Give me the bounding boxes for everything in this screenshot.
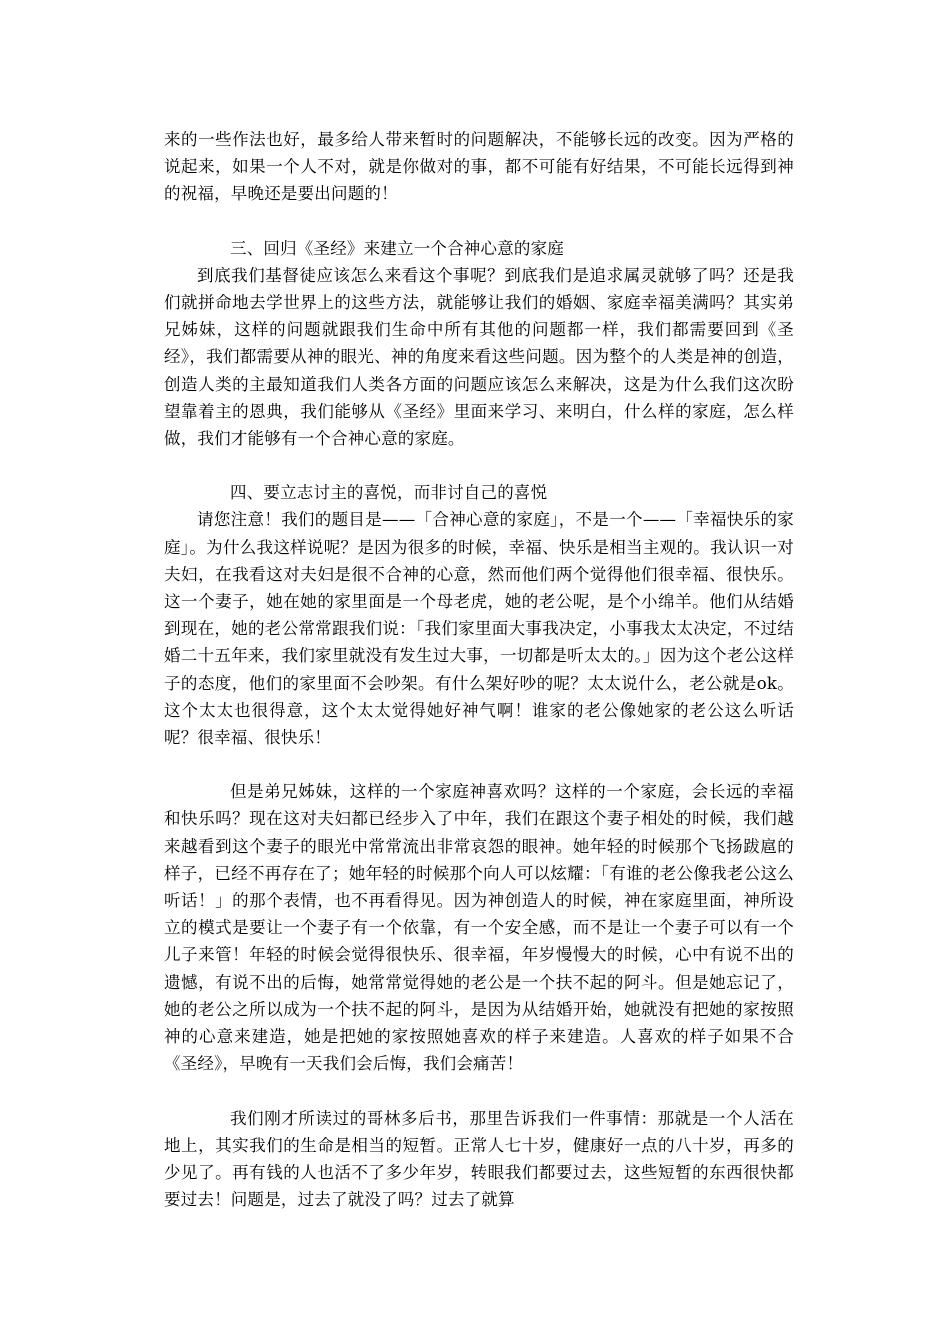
paragraph-gap: [164, 1078, 794, 1105]
paragraph-gap: [164, 452, 794, 479]
paragraph-section-3: 到底我们基督徒应该怎么来看这个事呢？到底我们是追求属灵就够了吗？还是我们就拼命地去学世界上的这些方法，就能够让我们的婚姻、家庭幸福美满吗？其实弟兄姊妹，这样的问题就跟我们生命中所有其他的问题都一样，我们都需要回到《圣经》，我们都需要从神的眼光、神的角度来看这些问题。因为整个的人类是神的创造，创造人类的主最知道我们人类各方面的问题应该怎么来解决，这是为什么我们这次盼望靠着主的恩典，我们能够从《圣经》里面来学习、来明白，什么样的家庭，怎么样做，我们才能够有一个合神心意的家庭。: [164, 265, 794, 449]
paragraph-section-4-c: 我们刚才所读过的哥林多后书，那里告诉我们一件事情：那就是一个人活在地上，其实我们的生命是相当的短暂。正常人七十岁，健康好一点的八十岁，再多的少见了。再有钱的人也活不了多少年岁，转眼我们都要过去，这些短暂的东西很快都要过去！问题是，过去了就没了吗？过去了就算: [164, 1108, 794, 1210]
paragraph-gap: [164, 208, 794, 235]
paragraph-continuation: 来的一些作法也好，最多给人带来暂时的问题解决，不能够长远的改变。因为严格的说起来，如果一个人不对，就是你做对的事，都不可能有好结果，不可能长远得到神的祝福，早晚还是要出问题的！: [164, 130, 794, 204]
document-page: [164, 126, 794, 1213]
paragraph-section-4-a: 请您注意！我们的题目是——「合神心意的家庭」，不是一个——「幸福快乐的家庭」。为什么我这样说呢？是因为很多的时候，幸福、快乐是相当主观的。我认识一对夫妇，在我看这对夫妇是很不合神的心意，然而他们两个觉得他们很幸福、很快乐。这一个妻子，她在她的家里面是一个母老虎，她的老公呢，是个小绵羊。他们从结婚到现在，她的老公常常跟我们说：「我们家里面大事我决定，小事我太太决定，不过结婚二十五年来，我们家里就没有发生过大事，一切都是听太太的。」因为这个老公这样子的态度，他们的家里面不会吵架。有什么架好吵的呢？太太说什么，老公就是ok。这个太太也很得意，这个太太觉得她好神气啊！谁家的老公像她家的老公这么听话呢？很幸福、很快乐！: [164, 510, 794, 748]
paragraph-gap: [164, 751, 794, 778]
section-heading-4: 四、要立志讨主的喜悦，而非讨自己的喜悦: [230, 483, 548, 503]
paragraph-section-4-b: 但是弟兄姊妹，这样的一个家庭神喜欢吗？这样的一个家庭，会长远的幸福和快乐吗？现在这对夫妇都已经步入了中年，我们在跟这个妻子相处的时候，我们越来越看到这个妻子的眼光中常常流出非常哀怨的眼神。她年轻的时候那个飞扬跋扈的样子，已经不再存在了；她年轻的时候那个向人可以炫耀：「有谁的老公像我老公这么听话！」的那个表情，也不再看得见。因为神创造人的时候，神在家庭里面，神所设立的模式是要让一个妻子有一个依靠，有一个安全感，而不是让一个妻子可以有一个儿子来管！年轻的时候会觉得很快乐、很幸福，年岁慢慢大的时候，心中有说不出的遗憾，有说不出的后悔，她常常觉得她的老公是一个扶不起的阿斗。但是她忘记了，她的老公之所以成为一个扶不起的阿斗，是因为从结婚开始，她就没有把她的家按照神的心意来建造，她是把她的家按照她喜欢的样子来建造。人喜欢的样子如果不合《圣经》，早晚有一天我们会后悔，我们会痛苦！: [164, 782, 794, 1074]
section-heading-3: 三、回归《圣经》来建立一个合神心意的家庭: [230, 238, 564, 258]
